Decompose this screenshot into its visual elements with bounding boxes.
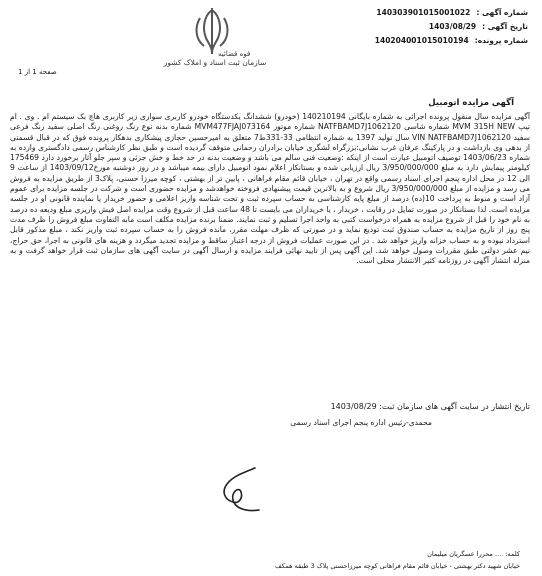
ad-number-label: شماره آگهی :: [476, 8, 528, 17]
ad-date-label: تاریخ آگهی :: [482, 22, 528, 31]
ad-number-row: [278, 6, 528, 20]
footer-address: خیابان شهید دکتر بهشتی - خیابان قائم مقام فراهانی کوچه میرزاحسنی پلاک 3 طبقه همکف: [275, 562, 520, 570]
judiciary-label: قوه قضائیه: [218, 50, 251, 58]
notice-title: آگهی مزایده اتومبیل: [428, 98, 514, 108]
page-number: صفحه 1 از 1: [18, 68, 57, 76]
ad-date-value: 1403/08/29: [428, 22, 477, 31]
organization-name: سازمان ثبت اسناد و املاک کشور: [163, 58, 267, 67]
iran-emblem-icon: [190, 6, 234, 56]
case-number-value: 140204001015010194: [374, 36, 469, 45]
publish-date-value: 1403/08/29: [330, 402, 377, 411]
handwritten-signature: [215, 462, 275, 518]
case-number-row: [278, 34, 528, 48]
footer-note: کلمه: .... محررا عسگریان میلیمان: [427, 550, 520, 558]
ad-date-row: [278, 20, 528, 34]
notice-body: آگهی مزایده سال منقول پرونده اجرائی به شماره بایگانی 140210194 (خودرو) ششدانگ یکدستگاه خودرو کاربری سواری زیر کاربری هاچ بک سیستم ام . وی . ام تیپ MVM 315H NEW شماره شاسی NATFBAMD7J1062120 شماره موتور MVM477FJAJ073164 شماره بدنه نوع رنگ روغنی رنگ اصلی سفید رنگ فرعی سفید VIN NATFBAMD7J1062120 سال تولید 1397 به شماره انتظامی 33-331ط7 متعلق به امیرحسین حجازی پیشکاری بدهکار پرونده فوق که در قبال قسمتی از بدهی وی بازداشت و در پارکینگ عرفان غرب نشانی:بزرگراه لشگری خیابان برادران رحمانی متوقف گردیده است و طبق نظر کارشناس رسمی دادگستری وارده به شماره 1403/06/23 توصیف اتومبیل عبارت است از اینکه :وضعیت فنی سالم می باشد و وضعیت بدنه در حد خط و خش جزئی و سپر جلو آثار برخورد دارد 175469 کیلومتر پیمایش دارد به مبلغ 3/950/000/000 ریال ارزیابی شده و بستانکار اعلام نمود اتومبیل دارای بیمه میباشد و در روز دوشنبه مورخ1403/09/12 از ساعت 9 الی 12 در محل اداره پنجم اجرای اسناد رسمی واقع در تهران ، خیابان قائم مقام فراهانی ، پایین تر از بهشتی ، کوچه میرزا حسنی، پلاک3 از طریق مزایده به فروش می رسد و مزایده از مبلغ 3/950/000/000 ریال شروع و به بالاترین قیمت پیشنهادی فروخته خواهدشد و مزایده حضوری است و شرکت در جلسه مزایده برای عموم آزاد است و منوط به پرداخت 10(ده) درصد از مبلغ پایه کارشناسی به حساب سپرده ثبت و تحت شناسه واریز اعلامی و حضور خریدار یا نماینده قانونی او در جلسه مزایده است. لذا بستانکار در صورت تمایل در رقابت ، خریدار ، یا خریداران می بایست تا 48 ساعت قبل از شروع وقت مزایده اصل فیش واریزی مبلغ ودیعه ده درصد به نام خود را قبل از شروع مزایده به همراه درخواست کتبی به واحد اجرا تسلیم و ثبت نمایند. ضمنا برنده مزایده مکلف است مابه التفاوت مبلغ فروش را ظرف مدت پنج روز از تاریخ مزایده به حساب صندوق ثبت تودیع نماید و در صورتی که ظرف مهلت مقرر، مانده فروش را به حساب سپرده ثبت واریز نکند ، مبلغ مذکور قابل استرداد نبوده و به حساب خزانه واریز خواهد شد . در این صورت عملیات فروش از درجه اعتبار ساقط و مزایده تجدید میگردد و هزینه های قانونی به اجرا، حق حراج، نیم عشر دولتی طبق مقررات وصول خواهد شد. این آگهی پس از تایید نهائی فرایند مزایده و ارسال آگهی در سایت آگهی های سازمان ثبت قرار خواهد گرفت و به منزله انتشار آگهی در روزنامه کثیر الانتشار محلی است.: [10, 112, 530, 266]
publish-date-line: [10, 402, 530, 411]
publish-date-label: تاریخ انتشار در سایت آگهی های سازمان ثبت:: [379, 402, 530, 411]
ad-metadata: [278, 6, 528, 48]
case-number-label: شماره پرونده:: [474, 36, 528, 45]
signatory: محمدی-رئیس اداره پنجم اجرای اسناد رسمی: [290, 418, 432, 427]
ad-number-value: 140303901015001022: [376, 8, 471, 17]
